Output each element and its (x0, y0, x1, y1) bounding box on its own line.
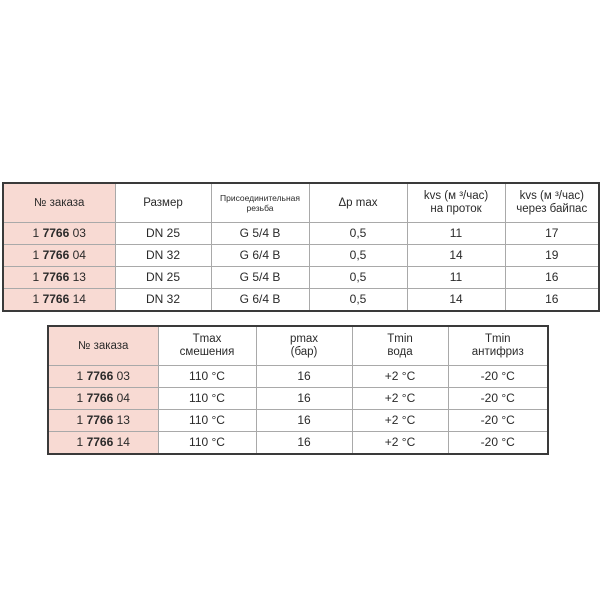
order-code: 7766 (86, 435, 114, 449)
size-cell: DN 32 (115, 289, 211, 312)
size-cell: DN 25 (115, 267, 211, 289)
tmin-antifreeze-cell: -20 °C (448, 388, 548, 410)
order-number-cell (3, 289, 115, 312)
order-suffix: 03 (72, 226, 86, 240)
kvs-flow-cell: 14 (407, 289, 505, 312)
order-prefix: 1 (76, 435, 84, 449)
valve-spec-table (2, 182, 600, 312)
order-suffix: 04 (116, 391, 130, 405)
order-code: 7766 (86, 369, 114, 383)
table-row (3, 289, 599, 312)
header-tmax-line2: смешения (179, 346, 235, 358)
thread-cell: G 6/4 B (211, 289, 309, 312)
order-prefix: 1 (32, 292, 40, 306)
header-kvs-bypass (505, 183, 599, 223)
kvs-bypass-cell: 16 (505, 289, 599, 312)
thread-cell: G 5/4 B (211, 223, 309, 245)
table-row (3, 245, 599, 267)
order-code: 7766 (42, 270, 70, 284)
header-kvs-flow (407, 183, 505, 223)
header-kvs-flow-line1: kvs (м ³/час) (423, 190, 489, 202)
tmax-cell: 110 °C (158, 410, 256, 432)
dp-cell: 0,5 (309, 223, 407, 245)
order-number-cell (3, 245, 115, 267)
header-tmin-water (352, 326, 448, 366)
tmin-antifreeze-cell: -20 °C (448, 366, 548, 388)
order-suffix: 14 (72, 292, 86, 306)
order-suffix: 13 (116, 413, 130, 427)
order-number-cell (48, 432, 158, 455)
order-prefix: 1 (76, 391, 84, 405)
size-cell: DN 32 (115, 245, 211, 267)
dp-cell: 0,5 (309, 289, 407, 312)
order-suffix: 04 (72, 248, 86, 262)
kvs-flow-cell: 11 (407, 267, 505, 289)
order-number-cell (3, 223, 115, 245)
kvs-flow-cell: 11 (407, 223, 505, 245)
dp-cell: 0,5 (309, 245, 407, 267)
thread-cell: G 5/4 B (211, 267, 309, 289)
header-tmax (158, 326, 256, 366)
header-thread-line2: резьба (246, 203, 274, 213)
order-prefix: 1 (32, 270, 40, 284)
header-dp-max: Δp max (309, 183, 407, 223)
tmin-antifreeze-cell: -20 °C (448, 410, 548, 432)
header-pmax-line2: (бар) (290, 346, 318, 358)
order-code: 7766 (42, 248, 70, 262)
tmax-cell: 110 °C (158, 366, 256, 388)
kvs-bypass-cell: 19 (505, 245, 599, 267)
order-suffix: 13 (72, 270, 86, 284)
kvs-flow-cell: 14 (407, 245, 505, 267)
header-tmin-antifreeze (448, 326, 548, 366)
table-row (48, 388, 548, 410)
table-row (3, 223, 599, 245)
tmax-cell: 110 °C (158, 388, 256, 410)
pmax-cell: 16 (256, 432, 352, 455)
order-code: 7766 (86, 413, 114, 427)
table-row (48, 432, 548, 455)
order-prefix: 1 (76, 369, 84, 383)
table-header-row (3, 183, 599, 223)
order-prefix: 1 (32, 226, 40, 240)
order-prefix: 1 (76, 413, 84, 427)
header-size: Размер (115, 183, 211, 223)
order-number-cell (48, 366, 158, 388)
kvs-bypass-cell: 16 (505, 267, 599, 289)
header-tmin-water-line1: Tmin (387, 333, 413, 345)
dp-cell: 0,5 (309, 267, 407, 289)
table-header-row (48, 326, 548, 366)
header-order-number: № заказа (48, 326, 158, 366)
header-pmax-line1: pmax (289, 333, 319, 345)
table-row (3, 267, 599, 289)
order-suffix: 14 (116, 435, 130, 449)
header-order-number: № заказа (3, 183, 115, 223)
tmin-water-cell: +2 °C (352, 388, 448, 410)
table-row (48, 410, 548, 432)
tmin-water-cell: +2 °C (352, 410, 448, 432)
header-tmin-af-line1: Tmin (484, 333, 511, 345)
temperature-spec-table (47, 325, 549, 455)
order-code: 7766 (42, 226, 70, 240)
tmin-antifreeze-cell: -20 °C (448, 432, 548, 455)
header-tmin-water-line2: вода (387, 346, 413, 358)
header-thread (211, 183, 309, 223)
pmax-cell: 16 (256, 410, 352, 432)
table-row (48, 366, 548, 388)
order-prefix: 1 (32, 248, 40, 262)
order-code: 7766 (86, 391, 114, 405)
order-suffix: 03 (116, 369, 130, 383)
header-tmin-af-line2: антифриз (471, 346, 524, 358)
size-cell: DN 25 (115, 223, 211, 245)
order-number-cell (48, 410, 158, 432)
order-number-cell (48, 388, 158, 410)
tmin-water-cell: +2 °C (352, 366, 448, 388)
order-number-cell (3, 267, 115, 289)
header-pmax (256, 326, 352, 366)
kvs-bypass-cell: 17 (505, 223, 599, 245)
header-thread-line1: Присоединительная (219, 193, 300, 203)
order-code: 7766 (42, 292, 70, 306)
header-kvs-bypass-line1: kvs (м ³/час) (519, 190, 584, 202)
tmin-water-cell: +2 °C (352, 432, 448, 455)
header-kvs-bypass-line2: через байпас (516, 203, 588, 215)
tmax-cell: 110 °C (158, 432, 256, 455)
header-kvs-flow-line2: на проток (430, 203, 482, 215)
pmax-cell: 16 (256, 366, 352, 388)
pmax-cell: 16 (256, 388, 352, 410)
thread-cell: G 6/4 B (211, 245, 309, 267)
header-tmax-line1: Tmax (192, 333, 222, 345)
